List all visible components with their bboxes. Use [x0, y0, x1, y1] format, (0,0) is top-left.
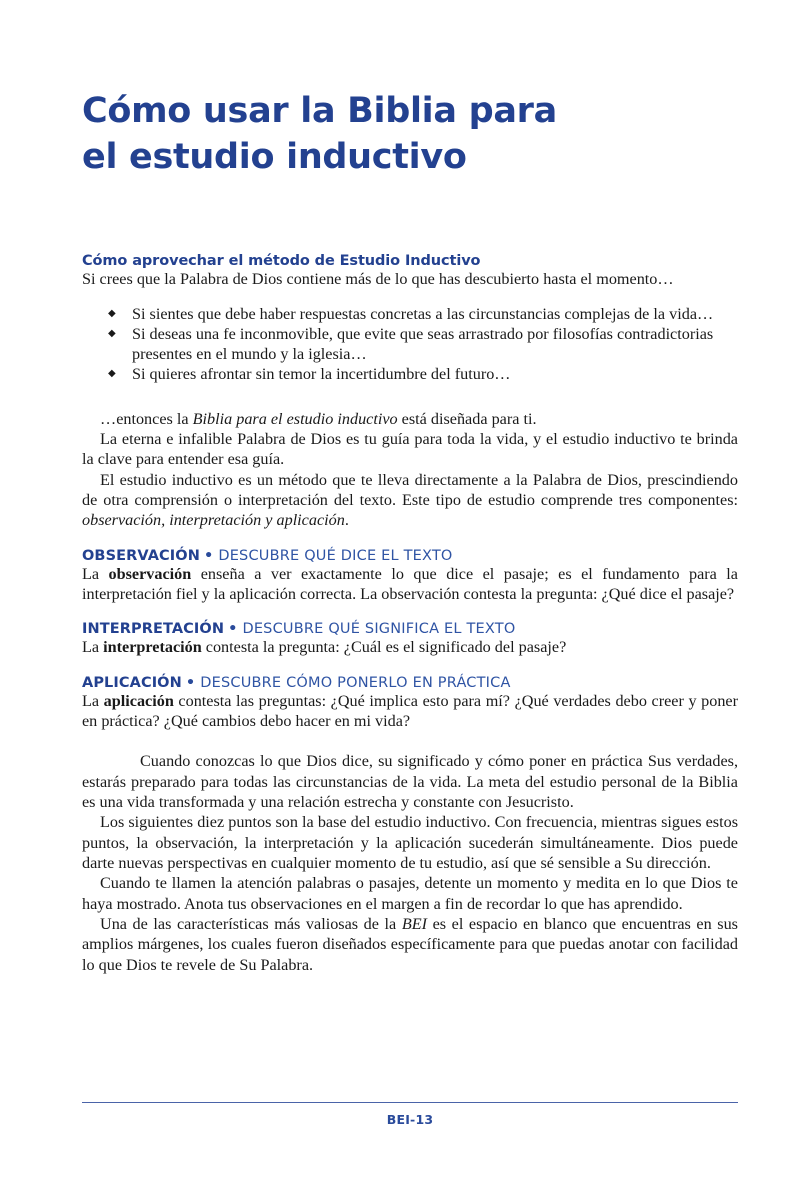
diamond-bullet-icon: ◆: [108, 368, 116, 380]
component-term-interpretacion: INTERPRETACIÓN: [82, 621, 225, 638]
page-title-line-2: el estudio inductivo: [82, 137, 467, 178]
footer-divider: [82, 1102, 738, 1103]
closing-paragraph-2: Los siguientes diez puntos son la base del estudio inductivo. Con frecuencia, mientras sigues estos puntos, la observación, la interpretación y la aplicación sucederán simultáneamente. Dios puede darte nuevas perspectivas en cualquier momento de tu estudio, así que sé sensible a Su dirección.: [82, 813, 738, 872]
intro-lead-paragraph: Si crees que la Palabra de Dios contiene más de lo que has descubierto hasta el momento…: [82, 270, 674, 289]
component-body-suffix: contesta la pregunta: ¿Cuál es el significado del pasaje?: [201, 638, 567, 657]
component-body-suffix: enseña a ver exactamente lo que dice el pasaje; es el fundamento para la interpretación fiel y la aplicación correcta. La observación contesta la pregunta: ¿Qué dice el pasaje?: [82, 564, 738, 603]
spacer-before-aplicacion: [82, 658, 738, 675]
closing-paragraph-3: Cuando te llamen la atención palabras o pasajes, detente un momento y medita en lo que Dios te haya mostrado. Anota tus observaciones en el margen a fin de recordar lo que has aprendido.: [82, 874, 738, 913]
spacer-after-title: [82, 180, 738, 253]
spacer-before-closing: [82, 731, 738, 751]
footer-page-label: BEI-13: [386, 1112, 434, 1127]
list-item-label: Si deseas una fe inconmovible, que evite que seas arrastrado por filosofías contradictorias presentes en el mundo y la iglesia…: [132, 324, 714, 364]
component-tagline-aplicacion: DESCUBRE CÓMO PONERLO EN PRÁCTICA: [200, 674, 511, 691]
three-components-italic: observación, interpretación y aplicación: [82, 511, 345, 530]
intro-closing-prefix: …entonces la: [100, 409, 193, 428]
closing-paragraph-1: Cuando conozcas lo que Dios dice, su significado y cómo poner en práctica Sus verdades, estarás preparado para todas las circunstancias de la vida. La meta del estudio personal de la Biblia es una vida transformada y una relación estrecha y constante con Jesucristo.: [82, 752, 738, 811]
bullet-separator-icon: •: [203, 547, 214, 564]
closing-paragraph-4-suffix: es el espacio en blanco que encuentras en sus amplios márgenes, los cuales fueron diseñados específicamente para que puedas anotar con facilidad lo que Dios te revele de Su Palabra.: [82, 914, 738, 974]
component-term-aplicacion: APLICACIÓN: [82, 674, 182, 691]
component-tagline-observacion: DESCUBRE QUÉ DICE EL TEXTO: [218, 547, 453, 564]
page-title-line-1: Cómo usar la Biblia para: [82, 91, 557, 131]
component-body-observacion: [82, 564, 738, 605]
paragraph-metodo: [82, 470, 738, 531]
component-body-keyword: aplicación: [103, 691, 174, 710]
spacer-before-interpretacion: [82, 604, 738, 621]
diamond-bullet-icon: ◆: [108, 307, 116, 319]
component-heading-interpretacion: [82, 621, 738, 637]
component-body-prefix: La: [82, 691, 104, 710]
component-heading-observacion: [82, 548, 738, 564]
benefits-list: [82, 304, 738, 385]
list-item: [82, 324, 738, 365]
closing-paragraph-4-prefix: Una de las características más valiosas de la: [100, 914, 402, 933]
diamond-bullet-icon: ◆: [108, 327, 116, 339]
spacer-before-list: [82, 290, 738, 304]
component-body-prefix: La: [82, 564, 109, 583]
page-content-column: [82, 0, 738, 975]
book-title-italic: Biblia para el estudio inductivo: [192, 409, 398, 428]
component-body-aplicacion: [82, 691, 738, 732]
component-term-observacion: OBSERVACIÓN: [82, 547, 200, 564]
intro-closing-paragraph: [82, 409, 738, 429]
component-heading-aplicacion: [82, 675, 738, 691]
bullet-separator-icon: •: [228, 621, 238, 638]
spacer-before-observacion: [82, 531, 738, 548]
closing-paragraph-4: [82, 914, 738, 975]
list-item-label: Si quieres afrontar sin temor la incertidumbre del futuro…: [132, 365, 511, 384]
page-footer: [82, 1102, 738, 1127]
intro-heading: Cómo aprovechar el método de Estudio Inductivo: [82, 253, 481, 270]
component-body-interpretacion: [82, 637, 738, 657]
spacer-after-list: [82, 385, 738, 409]
component-tagline-interpretacion: DESCUBRE QUÉ SIGNIFICA EL TEXTO: [242, 621, 516, 638]
list-item: [82, 364, 738, 384]
component-body-keyword: interpretación: [103, 638, 202, 657]
paragraph-guia: La eterna e infalible Palabra de Dios es tu guía para toda la vida, y el estudio inductivo te brinda la clave para entender esa guía.: [82, 430, 738, 469]
paragraph-metodo-prefix: El estudio inductivo es un método que te lleva directamente a la Palabra de Dios, prescindiendo de otra comprensión o interpretación del texto. Este tipo de estudio comprende tres componentes:: [82, 470, 738, 510]
list-item-label: Si sientes que debe haber respuestas concretas a las circunstancias complejas de la vida…: [132, 304, 714, 323]
bei-abbreviation-italic: BEI: [401, 914, 427, 933]
paragraph-metodo-suffix: .: [344, 511, 349, 530]
intro-closing-suffix: está diseñada para ti.: [397, 409, 537, 428]
component-body-prefix: La: [82, 638, 104, 657]
bullet-separator-icon: •: [185, 674, 196, 691]
component-body-suffix: contesta las preguntas: ¿Qué implica esto para mí? ¿Qué verdades debo creer y poner en práctica? ¿Qué cambios debo hacer en mi vida?: [82, 691, 738, 730]
component-body-keyword: observación: [108, 564, 192, 583]
page-title: [82, 0, 562, 180]
list-item: [82, 304, 738, 324]
